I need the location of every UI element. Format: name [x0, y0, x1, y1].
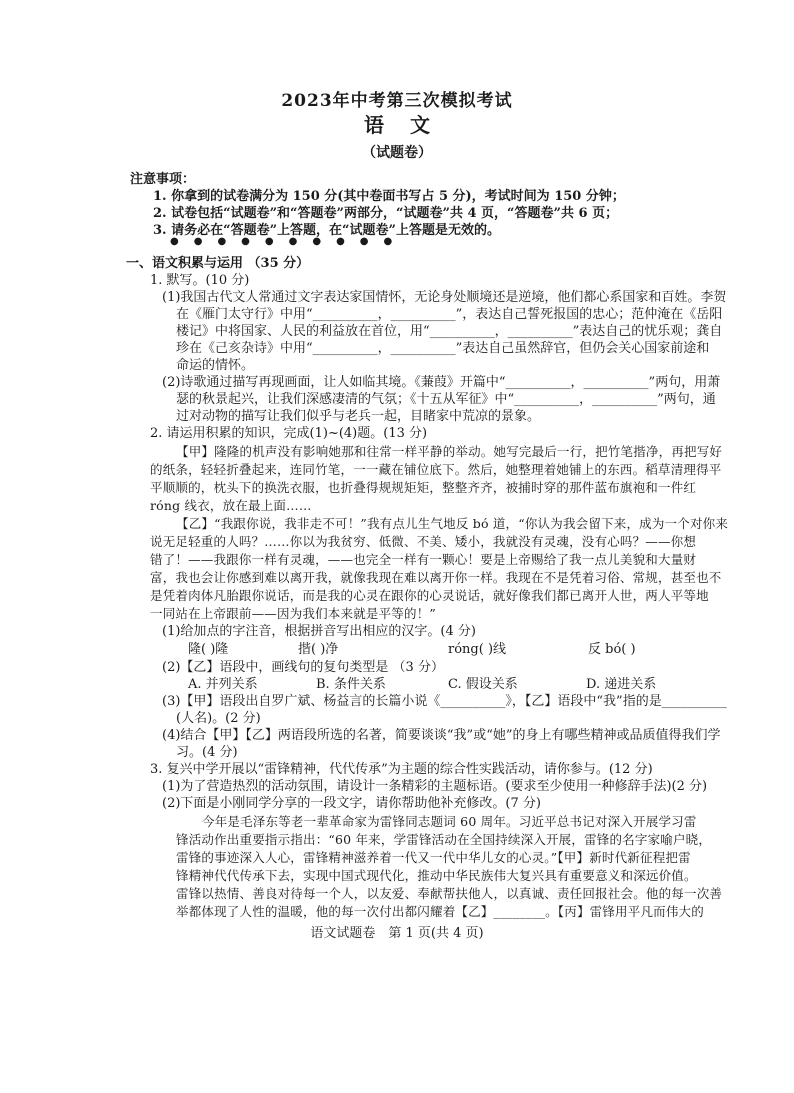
option-d: D. 递进关系 [586, 677, 657, 692]
passage-a-line: 【甲】隆隆的机声没有影响她那和往常一样平静的举动。她写完最后一行，把竹笔揩净，再把写好 [176, 444, 723, 459]
passage-b-line: 【乙】“我跟你说，我非走不可！”我有点儿生气地反 bó 道，“你认为我会留下来，成为一个对你来 [176, 516, 729, 531]
passage-b-line: 富，我也会让你感到难以离开我，就像我现在难以离开你一样。我现在不是凭着习俗、常规，甚至也不 [150, 570, 722, 585]
q1-line: (1)我国古代文人常通过文字表达家国情怀，无论身处顺境还是逆境，他们都心系国家和百姓。李贺 [162, 290, 727, 305]
notice-item-2: 2. 试卷包括“试题卷”和“答题卷”两部分，“试题卷”共 4 页，“答题卷”共 6 页； [153, 206, 619, 221]
pinyin-item: 隆( )隆 [188, 642, 229, 657]
q1-line: 楼记》中将国家、人民的利益放在首位，用“__________，__________”表达自己的忧乐观；龚自 [176, 324, 723, 339]
subject-title: 语文 [364, 113, 456, 137]
section1-heading: 一、语文积累与运用 （35 分） [126, 256, 310, 271]
q1-label: 1. 默写。(10 分) [150, 273, 250, 288]
paper-type: （试题卷） [362, 145, 432, 161]
q3-passage-line: 锋活动作出重要指示指出：“60 年来，学雷锋活动在全国持续深入开展，雷锋的名字家喻户晓， [176, 832, 712, 847]
option-b: B. 条件关系 [316, 677, 386, 692]
passage-a-line: róng 线衣，放在最上面…… [150, 498, 312, 513]
q1-line: 过对动物的描写让我们似乎与老兵一起，目睹家中荒凉的景象。 [176, 409, 541, 424]
pinyin-item: 揩( )净 [298, 642, 339, 657]
passage-b-line: 一同站在上帝跟前——因为我们本来就是平等的！” [150, 606, 436, 621]
passage-a-line: 的纸条，轻轻折叠起来，连同竹笔，一一藏在铺位底下。然后，她整理着她铺上的东西。稻草清理得平 [150, 462, 722, 477]
option-c: C. 假设关系 [448, 677, 518, 692]
q2-sub3-cont: (人名)。(2 分) [176, 711, 261, 726]
q2-sub3: (3)【甲】语段出自罗广斌、杨益言的长篇小说《__________》，【乙】语段中“我”指的是__________ [162, 694, 727, 709]
q1-line: 珍在《己亥杂诗》中用“__________，__________”表达自己虽然辞官，但仍会关心国家前途和 [176, 341, 710, 356]
q2-label: 2. 请运用积累的知识，完成(1)~(4)题。(13 分) [150, 426, 428, 441]
passage-a-line: 平顺顺的，枕头下的换洗衣服，也折叠得规规矩矩，整整齐齐，被捕时穿的那件蓝布旗袍和一件红 [150, 480, 697, 495]
q2-sub4: (4)结合【甲】【乙】两语段所选的名著，简要谈谈“我”或“她”的身上有哪些精神或品质值得我们学 [162, 728, 721, 743]
q3-sub2: (2)下面是小刚同学分享的一段文字，请你帮助他补充修改。(7 分) [162, 796, 541, 811]
pinyin-item: 反 bó( ) [588, 642, 636, 657]
q1-line: (2)诗歌通过描写再现画面，让人如临其境。《蒹葭》开篇中“__________，__________”两句，用萧 [162, 375, 721, 390]
q1-line: 瑟的秋景起兴，让我们深感凄清的气氛；《十五从军征》中“__________，__________”两句，通 [176, 392, 716, 407]
passage-b-line: 错了！——我跟你一样有灵魂，——也完全一样有一颗心！要是上帝赐给了我一点儿美貌和大量财 [150, 552, 697, 567]
q2-sub2: (2)【乙】语段中，画线句的复句类型是 （3 分） [162, 660, 444, 675]
exam-title: 2023年中考第三次模拟考试 [281, 91, 513, 111]
q3-passage-line: 雷锋的事迹深入人心，雷锋精神滋养着一代又一代中华儿女的心灵。”【甲】新时代新征程把雷 [176, 850, 691, 865]
q2-sub1: (1)给加点的字注音，根据拼音写出相应的汉字。(4 分) [162, 624, 476, 639]
q3-label: 3. 复兴中学开展以“雷锋精神，代代传承”为主题的综合性实践活动，请你参与。(12 分) [150, 762, 653, 777]
option-a: A. 并列关系 [188, 677, 258, 692]
emphasis-dots: ●●●●●●●●●● [170, 236, 408, 247]
q1-line: 命运的情怀。 [176, 358, 255, 373]
page-footer: 语文试题卷 第 1 页(共 4 页) [310, 926, 484, 941]
passage-b-line: 说无足轻重的人吗？……你以为我贫穷、低微、不美、矮小，我就没有灵魂，没有心吗？——你想 [150, 534, 697, 549]
notice-item-1: 1. 你拿到的试卷满分为 150 分(其中卷面书写占 5 分)，考试时间为 150 分钟； [153, 189, 625, 204]
pinyin-item: róng( )线 [448, 642, 507, 657]
notice-item-3: 3. 请务必在“答题卷”上答题，在“试题卷”上答题是无效的。 [153, 223, 501, 238]
q3-passage-line: 举都体现了人性的温暖，他的每一次付出都闪耀着【乙】________。【丙】雷锋用平凡而伟大的 [176, 904, 704, 919]
q3-passage-line: 今年是毛泽东等老一辈革命家为雷锋同志题词 60 周年。习近平总书记对深入开展学习雷 [202, 814, 697, 829]
q3-sub1: (1)为了营造热烈的活动氛围，请设计一条精彩的主题标语。(要求至少使用一种修辞手法)(2 分) [162, 779, 708, 794]
q2-sub4-cont: 习。(4 分) [176, 745, 238, 760]
notice-heading: 注意事项： [130, 172, 196, 187]
q3-passage-line: 雷锋以热情、善良对待每一个人，以友爱、奉献帮扶他人，以真诚、责任回报社会。他的每一次善 [176, 886, 723, 901]
q1-line: 在《雁门太守行》中用“__________，__________”，表达自己誓死报国的忠心；范仲淹在《岳阳 [176, 307, 723, 322]
q3-passage-line: 锋精神代代传承下去，实现中国式现代化，推动中华民族伟大复兴具有重要意义和深远价值。 [176, 868, 697, 883]
passage-b-line: 是凭着肉体凡胎跟你说话，而是我的心灵在跟你的心灵说话，就好像我们都已离开人世，两人平等地 [150, 588, 709, 603]
